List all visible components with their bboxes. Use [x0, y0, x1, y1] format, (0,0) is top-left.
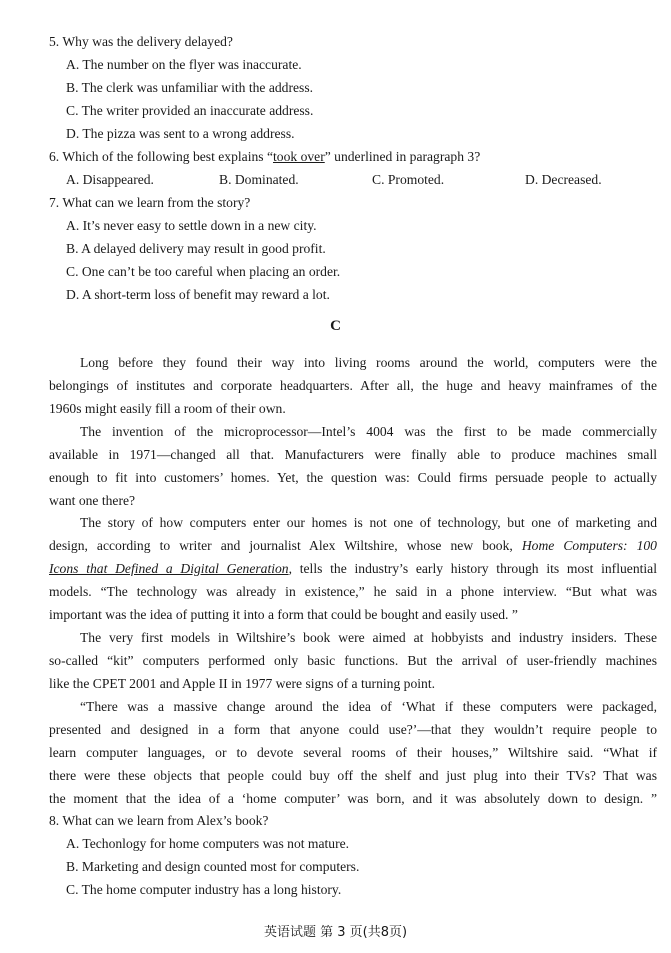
passage-c-p1-line-1: Long before they found their way into living rooms around the world, computers were the: [80, 355, 657, 370]
question-6-stem-after: ” underlined in paragraph 3?: [324, 149, 481, 164]
passage-c-p2-line-4: want one there?: [49, 493, 136, 508]
page-footer: 英语试题 第 3 页(共8页): [263, 925, 408, 940]
passage-c-p5-line-3: learn computer languages, or to devote several rooms of their houses,” Wiltshire said. “What if: [49, 745, 657, 760]
question-8-option-b: B. Marketing and design counted most for computers.: [66, 859, 360, 874]
question-6-stem-before: 6. Which of the following best explains “: [49, 149, 273, 164]
passage-c-p3-line-2: [49, 538, 657, 554]
question-6-option-b: B. Dominated.: [219, 172, 299, 187]
book-title-part-2-text: Icons that Defined a Digital Generation: [49, 561, 289, 576]
question-7-option-d: D. A short-term loss of benefit may reward a lot.: [66, 287, 330, 302]
passage-c-p4-line-1: The very first models in Wiltshire’s book were aimed at hobbyists and industry insiders. These: [80, 630, 657, 645]
passage-c-p2-line-1: The invention of the microprocessor—Intel’s 4004 was the first to be made commercially: [80, 424, 657, 439]
passage-c-p5-line-1: “There was a massive change around the idea of ‘What if these computers were packaged,: [80, 699, 657, 714]
question-7-stem: 7. What can we learn from the story?: [49, 195, 251, 210]
question-5-stem: 5. Why was the delivery delayed?: [49, 34, 233, 49]
question-6-option-c: C. Promoted.: [372, 172, 445, 187]
question-6-stem: [49, 149, 480, 165]
question-7-option-b: B. A delayed delivery may result in good profit.: [66, 241, 326, 256]
passage-c-p3-line-3-text: , tells the industry’s early history through its most influential: [288, 561, 657, 576]
question-8-option-c: C. The home computer industry has a long history.: [66, 882, 342, 897]
book-title-part-2: [49, 561, 289, 576]
passage-c-p3-line-2-text: design, according to writer and journalist Alex Wiltshire, whose new book,: [49, 538, 522, 553]
passage-c-p2-line-3: enough to fit into customers’ homes. Yet, the question was: Could firms persuade people to actually: [49, 470, 657, 485]
question-6-option-d: D. Decreased.: [525, 172, 602, 187]
passage-c-p4-line-2: so-called “kit” computers performed only basic functions. But the arrival of user-friendly machines: [49, 653, 657, 668]
question-5-option-d: D. The pizza was sent to a wrong address.: [66, 126, 295, 141]
question-5-option-a: A. The number on the flyer was inaccurate.: [66, 57, 302, 72]
passage-c-p5-line-4: there were these objects that people could buy off the shelf and just plug into their TVs? That was: [49, 768, 657, 783]
passage-c-p5-line-5: the moment that the idea of a ‘home computer’ was born, and it was absolutely down to design. ”: [49, 791, 657, 806]
section-c-heading: C: [330, 318, 341, 334]
passage-c-p5-line-2: presented and designed in a form that anyone could use?’—that they wouldn’t require people to: [49, 722, 657, 737]
passage-c-p3-line-5: important was the idea of putting it into a form that could be bought and easily used. ”: [49, 607, 518, 622]
book-title-part-1: Home Computers: 100: [521, 538, 657, 553]
question-8-stem: 8. What can we learn from Alex’s book?: [49, 813, 269, 828]
passage-c-p3-line-4: models. “The technology was already in existence,” he said in a phone interview. “But what was: [49, 584, 657, 599]
question-8-option-a: A. Techonlogy for home computers was not mature.: [66, 836, 350, 851]
passage-c-p3-line-3: [49, 561, 657, 577]
question-5-option-c: C. The writer provided an inaccurate address.: [66, 103, 314, 118]
passage-c-p3-line-1: The story of how computers enter our homes is not one of technology, but one of marketing and: [80, 515, 657, 530]
passage-c-p1-line-2: belongings of institutes and corporate headquarters. After all, the huge and heavy mainframes of the: [49, 378, 657, 393]
question-6-option-a: A. Disappeared.: [66, 172, 154, 187]
question-7-option-a: A. It’s never easy to settle down in a new city.: [66, 218, 317, 233]
question-6-underlined-phrase: took over: [273, 149, 325, 164]
passage-c-p4-line-3: like the CPET 2001 and Apple II in 1977 were signs of a turning point.: [49, 676, 435, 691]
question-7-option-c: C. One can’t be too careful when placing an order.: [66, 264, 341, 279]
passage-c-p2-line-2: available in 1971—changed all that. Manufacturers were finally able to produce machines small: [49, 447, 657, 462]
question-5-option-b: B. The clerk was unfamiliar with the address.: [66, 80, 314, 95]
passage-c-p1-line-3: 1960s might easily fill a room of their own.: [49, 401, 286, 416]
